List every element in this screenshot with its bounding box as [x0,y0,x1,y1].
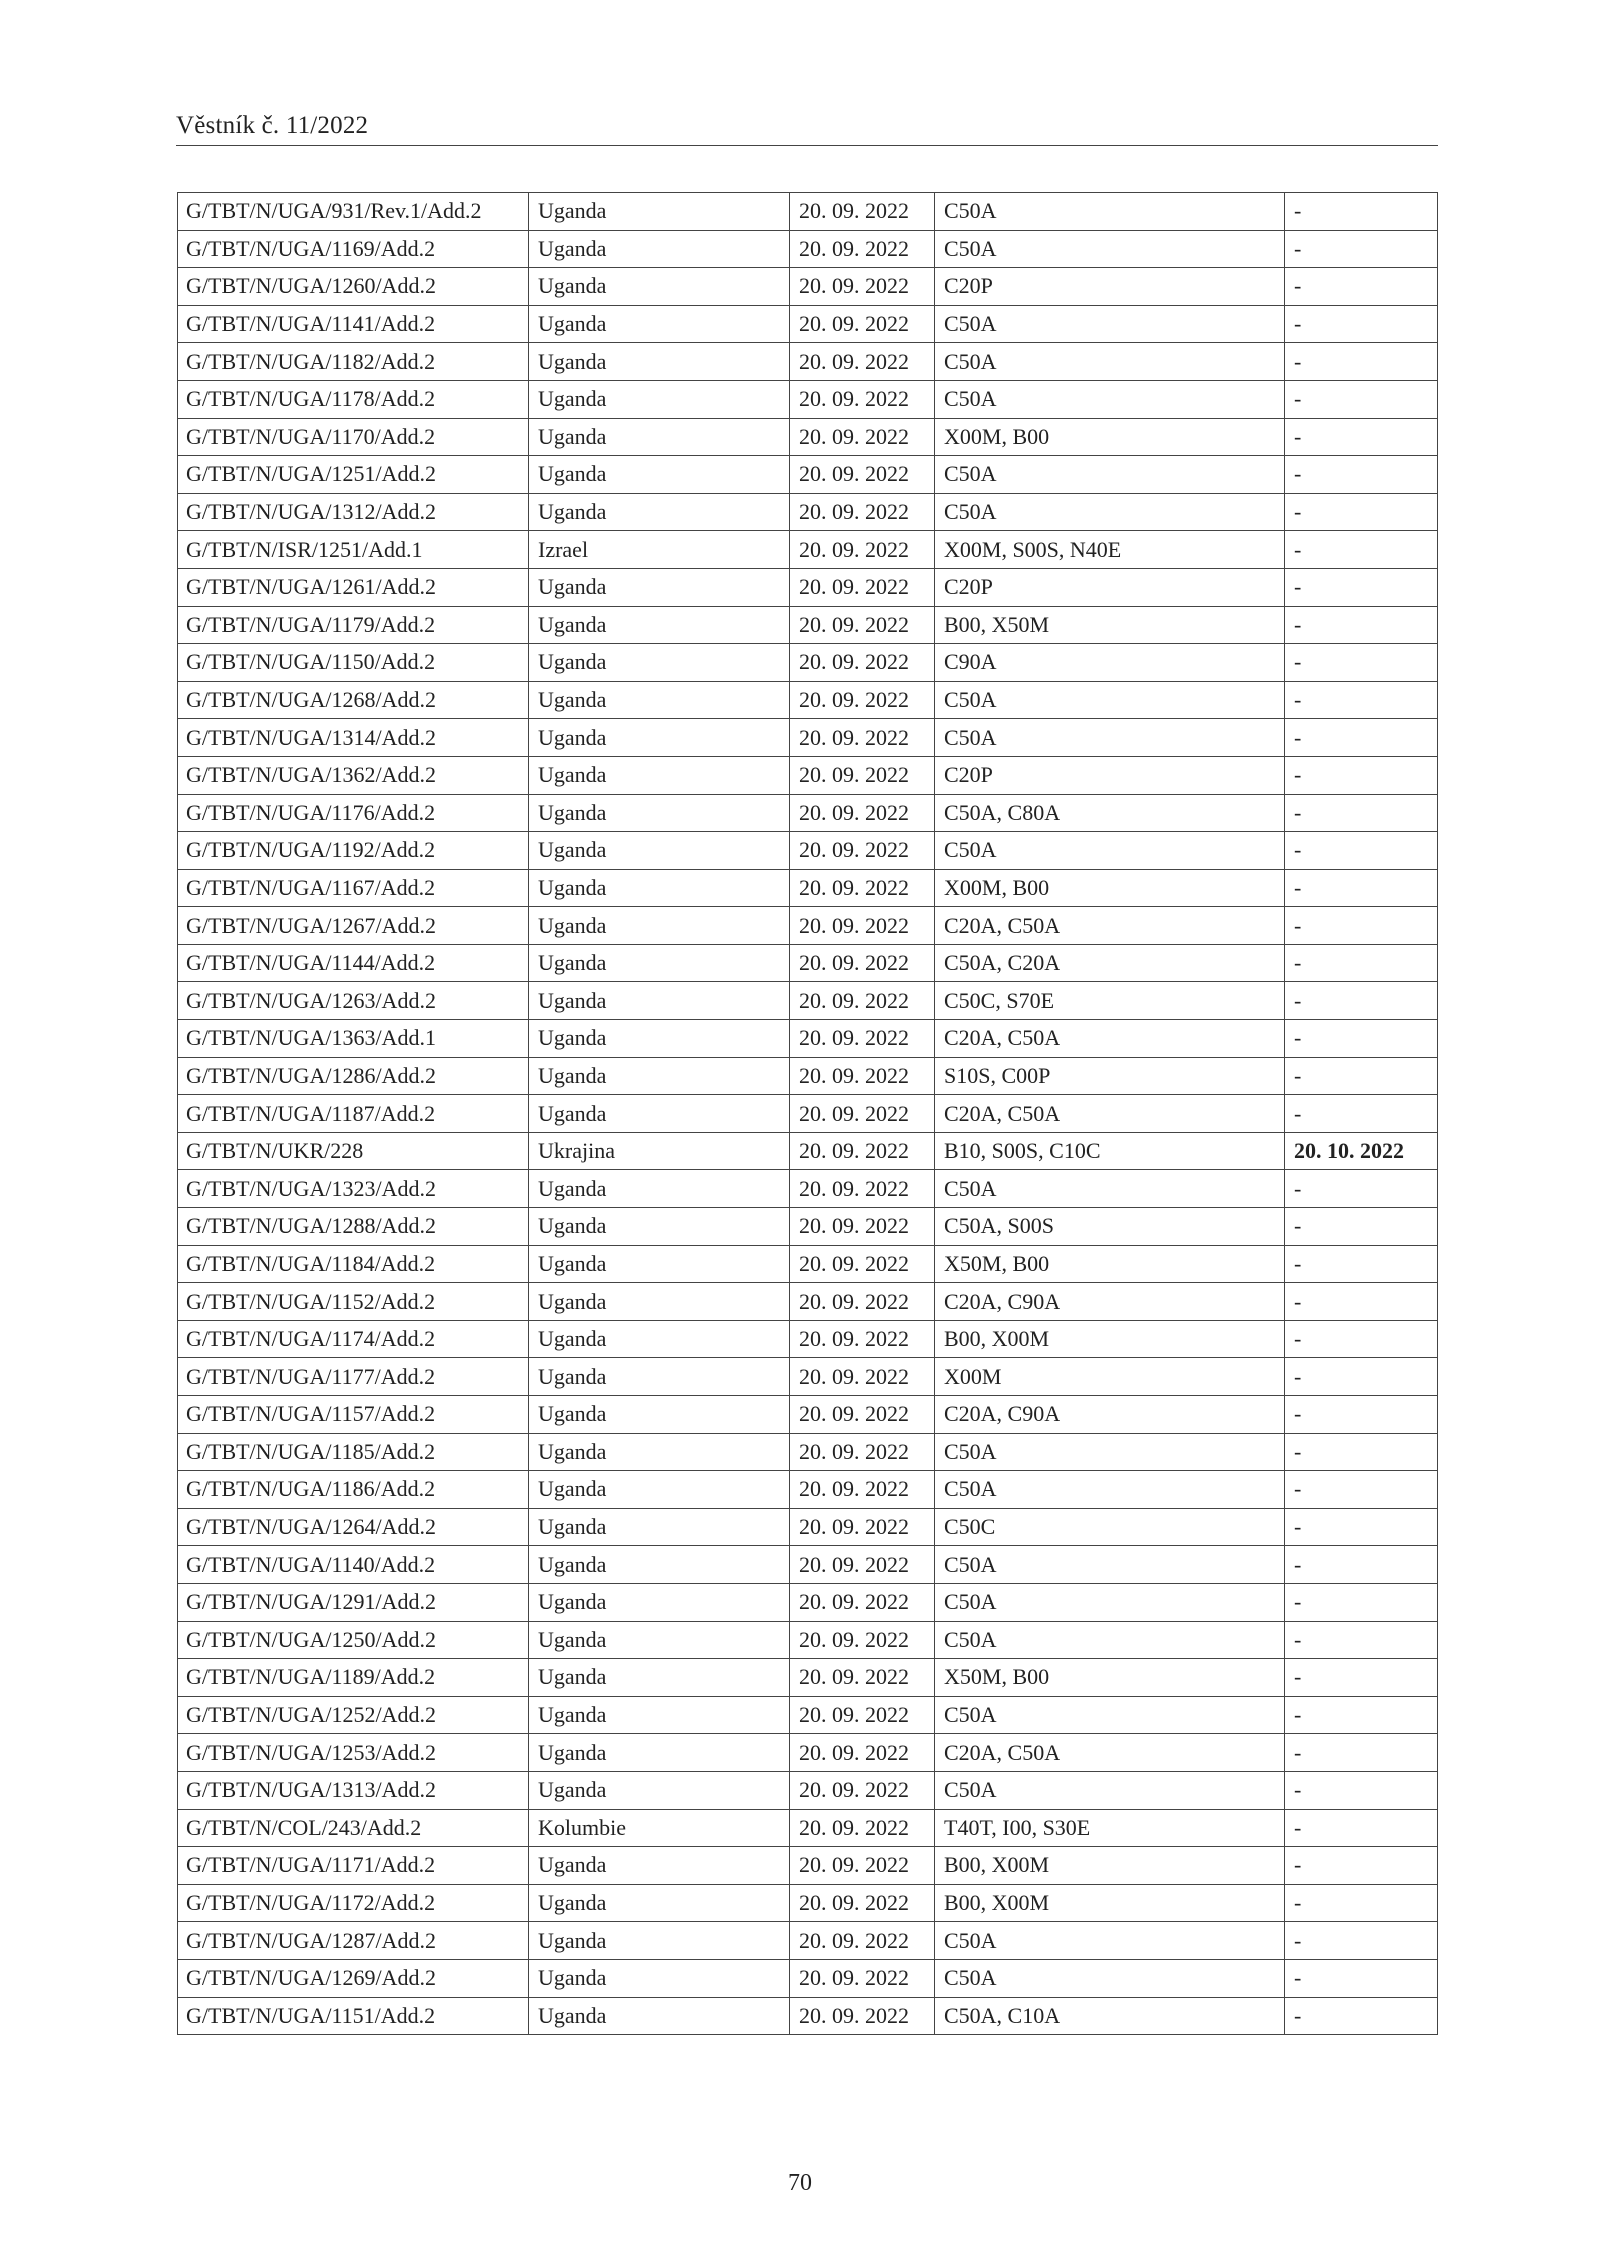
table-row [178,1621,1438,1659]
cell-codes: C50A [935,343,1285,381]
cell-codes: C50A [935,681,1285,719]
table-row [178,1095,1438,1133]
cell-country: Uganda [529,719,790,757]
table-row [178,230,1438,268]
cell-symbol: G/TBT/N/UGA/1287/Add.2 [178,1922,529,1960]
cell-codes: C20P [935,568,1285,606]
cell-symbol: G/TBT/N/UGA/1268/Add.2 [178,681,529,719]
cell-date: 20. 09. 2022 [790,1771,935,1809]
cell-country: Uganda [529,1283,790,1321]
cell-codes: C20A, C90A [935,1283,1285,1321]
cell-country: Uganda [529,944,790,982]
cell-deadline: - [1285,380,1438,418]
cell-codes: B00, X50M [935,606,1285,644]
cell-codes: C50A [935,1771,1285,1809]
cell-codes: C50A [935,380,1285,418]
cell-country: Uganda [529,568,790,606]
page-number: 70 [788,2170,812,2196]
cell-country: Uganda [529,456,790,494]
cell-date: 20. 09. 2022 [790,832,935,870]
table-row [178,606,1438,644]
cell-date: 20. 09. 2022 [790,1245,935,1283]
cell-deadline: - [1285,719,1438,757]
cell-deadline: - [1285,832,1438,870]
cell-date: 20. 09. 2022 [790,1020,935,1058]
table-row [178,1471,1438,1509]
cell-symbol: G/TBT/N/UGA/1169/Add.2 [178,230,529,268]
cell-date: 20. 09. 2022 [790,380,935,418]
notifications-table-body [178,193,1438,2035]
cell-deadline: - [1285,1057,1438,1095]
cell-date: 20. 09. 2022 [790,1583,935,1621]
cell-country: Uganda [529,380,790,418]
table-row [178,418,1438,456]
cell-country: Uganda [529,1884,790,1922]
table-row [178,1358,1438,1396]
table-row [178,1508,1438,1546]
cell-deadline: - [1285,1433,1438,1471]
cell-codes: X50M, B00 [935,1659,1285,1697]
table-row [178,1283,1438,1321]
cell-country: Uganda [529,305,790,343]
table-row [178,1659,1438,1697]
cell-symbol: G/TBT/N/UGA/1269/Add.2 [178,1959,529,1997]
cell-deadline: - [1285,1809,1438,1847]
cell-date: 20. 09. 2022 [790,1132,935,1170]
cell-symbol: G/TBT/N/UGA/1187/Add.2 [178,1095,529,1133]
cell-symbol: G/TBT/N/UGA/1185/Add.2 [178,1433,529,1471]
cell-symbol: G/TBT/N/UGA/1140/Add.2 [178,1546,529,1584]
cell-deadline: - [1285,1471,1438,1509]
cell-date: 20. 09. 2022 [790,1208,935,1246]
cell-date: 20. 09. 2022 [790,794,935,832]
cell-date: 20. 09. 2022 [790,1433,935,1471]
cell-deadline: - [1285,794,1438,832]
cell-date: 20. 09. 2022 [790,268,935,306]
table-row [178,380,1438,418]
cell-symbol: G/TBT/N/UKR/228 [178,1132,529,1170]
cell-codes: C50A [935,305,1285,343]
cell-deadline: - [1285,1283,1438,1321]
cell-date: 20. 09. 2022 [790,907,935,945]
table-row [178,1208,1438,1246]
cell-deadline: - [1285,230,1438,268]
cell-symbol: G/TBT/N/UGA/1144/Add.2 [178,944,529,982]
cell-date: 20. 09. 2022 [790,982,935,1020]
cell-codes: C50A [935,456,1285,494]
cell-codes: C50A [935,1696,1285,1734]
cell-country: Uganda [529,1095,790,1133]
cell-codes: C20A, C50A [935,1020,1285,1058]
cell-date: 20. 09. 2022 [790,1170,935,1208]
cell-country: Uganda [529,343,790,381]
cell-date: 20. 09. 2022 [790,1997,935,2035]
cell-country: Uganda [529,1583,790,1621]
cell-deadline: - [1285,268,1438,306]
cell-date: 20. 09. 2022 [790,606,935,644]
cell-date: 20. 09. 2022 [790,756,935,794]
cell-codes: X00M, B00 [935,418,1285,456]
cell-symbol: G/TBT/N/UGA/1263/Add.2 [178,982,529,1020]
cell-codes: C20P [935,756,1285,794]
cell-symbol: G/TBT/N/UGA/1286/Add.2 [178,1057,529,1095]
cell-date: 20. 09. 2022 [790,681,935,719]
cell-country: Uganda [529,1208,790,1246]
cell-codes: C90A [935,644,1285,682]
cell-deadline: - [1285,1320,1438,1358]
cell-codes: C50A, C80A [935,794,1285,832]
table-row [178,1884,1438,1922]
cell-country: Uganda [529,230,790,268]
table-row [178,681,1438,719]
cell-country: Uganda [529,268,790,306]
table-row [178,343,1438,381]
cell-codes: C50A [935,1546,1285,1584]
cell-deadline: - [1285,1546,1438,1584]
cell-deadline: - [1285,681,1438,719]
cell-deadline: - [1285,456,1438,494]
table-row [178,305,1438,343]
cell-date: 20. 09. 2022 [790,1922,935,1960]
table-row [178,944,1438,982]
cell-country: Uganda [529,1320,790,1358]
cell-country: Uganda [529,1245,790,1283]
table-row [178,1320,1438,1358]
cell-symbol: G/TBT/N/UGA/1157/Add.2 [178,1396,529,1434]
cell-country: Uganda [529,982,790,1020]
cell-codes: B00, X00M [935,1884,1285,1922]
cell-symbol: G/TBT/N/UGA/1152/Add.2 [178,1283,529,1321]
cell-symbol: G/TBT/N/UGA/1176/Add.2 [178,794,529,832]
table-row [178,794,1438,832]
cell-country: Uganda [529,756,790,794]
cell-codes: B00, X00M [935,1320,1285,1358]
cell-codes: C50C, S70E [935,982,1285,1020]
cell-country: Uganda [529,681,790,719]
cell-date: 20. 09. 2022 [790,1546,935,1584]
cell-codes: B10, S00S, C10C [935,1132,1285,1170]
cell-date: 20. 09. 2022 [790,305,935,343]
table-row [178,1583,1438,1621]
cell-codes: S10S, C00P [935,1057,1285,1095]
cell-codes: C50A [935,493,1285,531]
cell-date: 20. 09. 2022 [790,644,935,682]
cell-deadline: - [1285,531,1438,569]
cell-symbol: G/TBT/N/UGA/931/Rev.1/Add.2 [178,193,529,231]
cell-date: 20. 09. 2022 [790,1809,935,1847]
cell-country: Uganda [529,1659,790,1697]
cell-country: Uganda [529,1997,790,2035]
cell-date: 20. 09. 2022 [790,1358,935,1396]
table-row [178,1170,1438,1208]
cell-date: 20. 09. 2022 [790,1320,935,1358]
cell-symbol: G/TBT/N/UGA/1261/Add.2 [178,568,529,606]
cell-deadline: 20. 10. 2022 [1285,1132,1438,1170]
notifications-table [177,192,1438,2035]
page-header-title: Věstník č. 11/2022 [176,112,369,139]
cell-deadline: - [1285,869,1438,907]
cell-country: Uganda [529,1020,790,1058]
cell-codes: C50A [935,832,1285,870]
cell-codes: X50M, B00 [935,1245,1285,1283]
cell-symbol: G/TBT/N/UGA/1178/Add.2 [178,380,529,418]
cell-country: Uganda [529,606,790,644]
cell-date: 20. 09. 2022 [790,1659,935,1697]
cell-symbol: G/TBT/N/UGA/1179/Add.2 [178,606,529,644]
cell-codes: C20A, C50A [935,907,1285,945]
table-row [178,1771,1438,1809]
cell-symbol: G/TBT/N/UGA/1172/Add.2 [178,1884,529,1922]
cell-symbol: G/TBT/N/UGA/1184/Add.2 [178,1245,529,1283]
cell-codes: C50A, S00S [935,1208,1285,1246]
cell-deadline: - [1285,907,1438,945]
cell-country: Uganda [529,1433,790,1471]
table-row [178,1809,1438,1847]
cell-symbol: G/TBT/N/UGA/1182/Add.2 [178,343,529,381]
cell-deadline: - [1285,1847,1438,1885]
table-row [178,1959,1438,1997]
table-row [178,644,1438,682]
cell-date: 20. 09. 2022 [790,1508,935,1546]
cell-codes: T40T, I00, S30E [935,1809,1285,1847]
cell-symbol: G/TBT/N/UGA/1170/Add.2 [178,418,529,456]
cell-deadline: - [1285,1245,1438,1283]
cell-date: 20. 09. 2022 [790,1959,935,1997]
cell-country: Uganda [529,1508,790,1546]
cell-date: 20. 09. 2022 [790,193,935,231]
cell-country: Ukrajina [529,1132,790,1170]
cell-date: 20. 09. 2022 [790,1283,935,1321]
cell-deadline: - [1285,418,1438,456]
cell-deadline: - [1285,493,1438,531]
cell-deadline: - [1285,1396,1438,1434]
cell-codes: C50A [935,230,1285,268]
header-divider [176,145,1438,146]
cell-symbol: G/TBT/N/UGA/1253/Add.2 [178,1734,529,1772]
table-row [178,1396,1438,1434]
cell-deadline: - [1285,1959,1438,1997]
cell-deadline: - [1285,756,1438,794]
cell-deadline: - [1285,1922,1438,1960]
cell-codes: C20P [935,268,1285,306]
cell-country: Uganda [529,1959,790,1997]
cell-symbol: G/TBT/N/UGA/1177/Add.2 [178,1358,529,1396]
cell-date: 20. 09. 2022 [790,1057,935,1095]
cell-symbol: G/TBT/N/UGA/1167/Add.2 [178,869,529,907]
cell-symbol: G/TBT/N/UGA/1150/Add.2 [178,644,529,682]
cell-codes: C20A, C90A [935,1396,1285,1434]
cell-date: 20. 09. 2022 [790,1621,935,1659]
cell-date: 20. 09. 2022 [790,343,935,381]
cell-deadline: - [1285,1884,1438,1922]
cell-country: Uganda [529,907,790,945]
table-row [178,1734,1438,1772]
cell-deadline: - [1285,1621,1438,1659]
cell-country: Uganda [529,1396,790,1434]
cell-deadline: - [1285,982,1438,1020]
cell-date: 20. 09. 2022 [790,456,935,494]
cell-codes: C50A [935,1583,1285,1621]
table-row [178,719,1438,757]
table-row [178,1433,1438,1471]
cell-country: Uganda [529,832,790,870]
table-row [178,982,1438,1020]
cell-codes: C50A [935,1621,1285,1659]
cell-codes: C20A, C50A [935,1095,1285,1133]
cell-date: 20. 09. 2022 [790,493,935,531]
cell-symbol: G/TBT/N/UGA/1312/Add.2 [178,493,529,531]
cell-date: 20. 09. 2022 [790,1696,935,1734]
cell-date: 20. 09. 2022 [790,230,935,268]
cell-codes: C50A, C10A [935,1997,1285,2035]
cell-symbol: G/TBT/N/UGA/1314/Add.2 [178,719,529,757]
cell-deadline: - [1285,606,1438,644]
cell-deadline: - [1285,1997,1438,2035]
cell-country: Uganda [529,1734,790,1772]
cell-symbol: G/TBT/N/UGA/1141/Add.2 [178,305,529,343]
cell-symbol: G/TBT/N/UGA/1251/Add.2 [178,456,529,494]
cell-country: Uganda [529,1057,790,1095]
table-row [178,1696,1438,1734]
table-row [178,1997,1438,2035]
cell-symbol: G/TBT/N/UGA/1189/Add.2 [178,1659,529,1697]
table-row [178,531,1438,569]
cell-country: Kolumbie [529,1809,790,1847]
cell-country: Uganda [529,493,790,531]
cell-deadline: - [1285,644,1438,682]
cell-date: 20. 09. 2022 [790,1095,935,1133]
cell-deadline: - [1285,1583,1438,1621]
cell-date: 20. 09. 2022 [790,1884,935,1922]
cell-country: Uganda [529,1922,790,1960]
cell-codes: X00M, B00 [935,869,1285,907]
cell-country: Uganda [529,1471,790,1509]
cell-symbol: G/TBT/N/UGA/1260/Add.2 [178,268,529,306]
cell-deadline: - [1285,1020,1438,1058]
cell-country: Uganda [529,193,790,231]
table-row [178,1132,1438,1170]
cell-country: Uganda [529,418,790,456]
cell-deadline: - [1285,1659,1438,1697]
cell-deadline: - [1285,1170,1438,1208]
cell-codes: C50A, C20A [935,944,1285,982]
table-row [178,493,1438,531]
table-row [178,1245,1438,1283]
cell-symbol: G/TBT/N/UGA/1250/Add.2 [178,1621,529,1659]
cell-symbol: G/TBT/N/UGA/1171/Add.2 [178,1847,529,1885]
cell-codes: C50A [935,193,1285,231]
cell-date: 20. 09. 2022 [790,531,935,569]
cell-country: Uganda [529,1358,790,1396]
cell-country: Uganda [529,1170,790,1208]
cell-deadline: - [1285,343,1438,381]
cell-symbol: G/TBT/N/UGA/1192/Add.2 [178,832,529,870]
cell-symbol: G/TBT/N/UGA/1174/Add.2 [178,1320,529,1358]
cell-country: Izrael [529,531,790,569]
cell-date: 20. 09. 2022 [790,418,935,456]
cell-date: 20. 09. 2022 [790,1471,935,1509]
cell-country: Uganda [529,869,790,907]
cell-deadline: - [1285,1508,1438,1546]
cell-symbol: G/TBT/N/UGA/1264/Add.2 [178,1508,529,1546]
cell-deadline: - [1285,305,1438,343]
cell-deadline: - [1285,1208,1438,1246]
cell-country: Uganda [529,1696,790,1734]
cell-country: Uganda [529,1771,790,1809]
cell-codes: C50A [935,1170,1285,1208]
cell-codes: C20A, C50A [935,1734,1285,1772]
cell-deadline: - [1285,1696,1438,1734]
table-row [178,1020,1438,1058]
table-row [178,456,1438,494]
cell-deadline: - [1285,944,1438,982]
cell-deadline: - [1285,1771,1438,1809]
table-row [178,568,1438,606]
table-row [178,1922,1438,1960]
cell-country: Uganda [529,1847,790,1885]
cell-symbol: G/TBT/N/UGA/1252/Add.2 [178,1696,529,1734]
cell-deadline: - [1285,1358,1438,1396]
cell-codes: C50A [935,1471,1285,1509]
cell-deadline: - [1285,1095,1438,1133]
cell-symbol: G/TBT/N/UGA/1323/Add.2 [178,1170,529,1208]
cell-codes: C50A [935,1433,1285,1471]
cell-codes: C50A [935,1959,1285,1997]
table-row [178,1057,1438,1095]
cell-country: Uganda [529,1546,790,1584]
cell-country: Uganda [529,794,790,832]
table-row [178,193,1438,231]
table-row [178,832,1438,870]
table-row [178,1546,1438,1584]
cell-symbol: G/TBT/N/UGA/1186/Add.2 [178,1471,529,1509]
cell-symbol: G/TBT/N/UGA/1362/Add.2 [178,756,529,794]
cell-codes: X00M, S00S, N40E [935,531,1285,569]
cell-country: Uganda [529,1621,790,1659]
cell-date: 20. 09. 2022 [790,869,935,907]
cell-codes: C50A [935,1922,1285,1960]
table-row [178,268,1438,306]
cell-codes: C50A [935,719,1285,757]
cell-symbol: G/TBT/N/UGA/1288/Add.2 [178,1208,529,1246]
cell-symbol: G/TBT/N/UGA/1151/Add.2 [178,1997,529,2035]
cell-codes: C50C [935,1508,1285,1546]
cell-symbol: G/TBT/N/UGA/1291/Add.2 [178,1583,529,1621]
cell-date: 20. 09. 2022 [790,1734,935,1772]
cell-date: 20. 09. 2022 [790,719,935,757]
table-row [178,907,1438,945]
table-row [178,756,1438,794]
cell-codes: B00, X00M [935,1847,1285,1885]
table-row [178,869,1438,907]
cell-symbol: G/TBT/N/UGA/1313/Add.2 [178,1771,529,1809]
cell-deadline: - [1285,568,1438,606]
cell-date: 20. 09. 2022 [790,568,935,606]
cell-deadline: - [1285,1734,1438,1772]
cell-symbol: G/TBT/N/ISR/1251/Add.1 [178,531,529,569]
table-row [178,1847,1438,1885]
cell-deadline: - [1285,193,1438,231]
cell-date: 20. 09. 2022 [790,1396,935,1434]
cell-symbol: G/TBT/N/UGA/1363/Add.1 [178,1020,529,1058]
cell-codes: X00M [935,1358,1285,1396]
cell-date: 20. 09. 2022 [790,944,935,982]
cell-country: Uganda [529,644,790,682]
cell-symbol: G/TBT/N/UGA/1267/Add.2 [178,907,529,945]
cell-date: 20. 09. 2022 [790,1847,935,1885]
cell-symbol: G/TBT/N/COL/243/Add.2 [178,1809,529,1847]
